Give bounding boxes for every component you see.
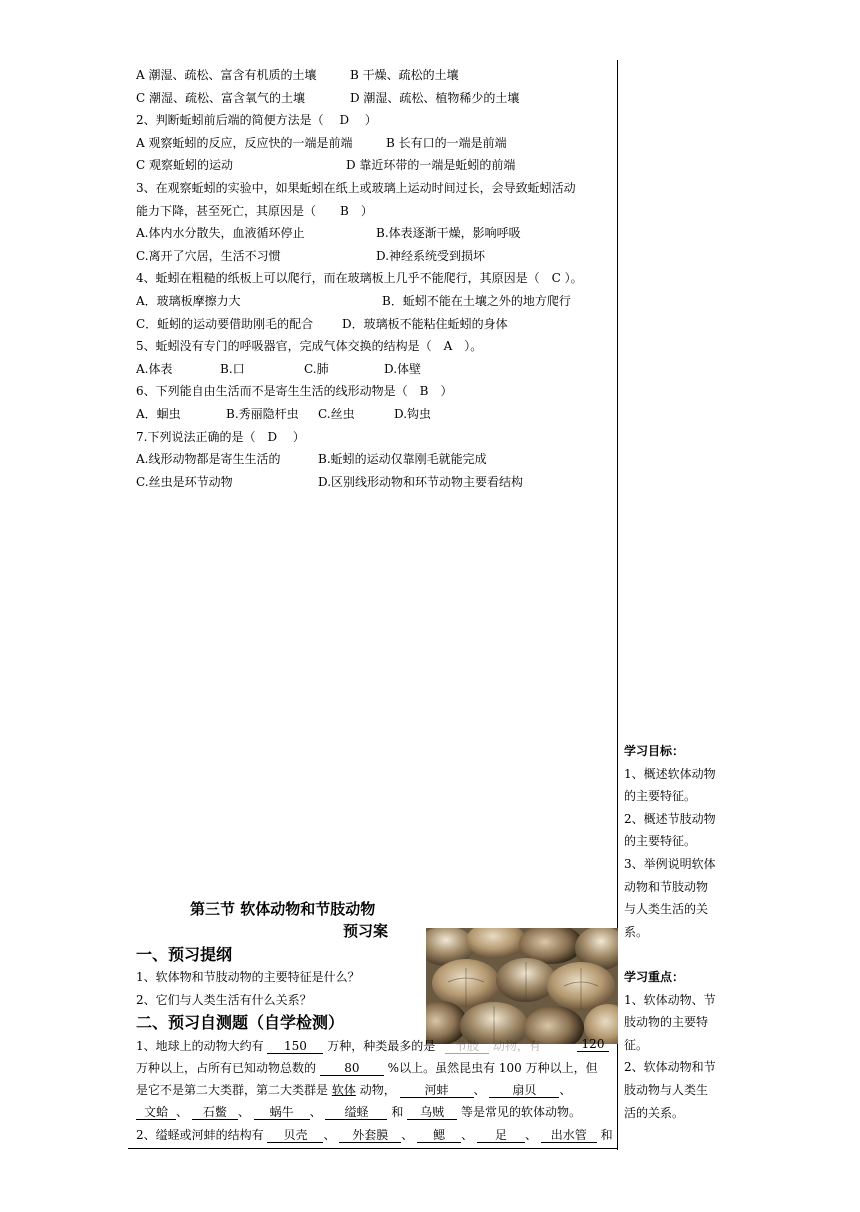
key-line: 1、软体动物、节 (624, 992, 716, 1007)
blank-hebang: 河蚌 (400, 1083, 474, 1098)
q-line: C 潮湿、疏松、富含氧气的土壤 D 潮湿、疏松、植物稀少的土壤 (136, 90, 520, 105)
q-line: A 观察蚯蚓的反应，反应快的一端是前端 B 长有口的一端是前端 (136, 135, 507, 150)
goal-line: 的主要特征。 (624, 789, 697, 804)
blank-waitaomo: 外套膜 (339, 1128, 401, 1143)
blank-beike: 贝壳 (267, 1128, 323, 1143)
q-line: C．蚯蚓的运动要借助刚毛的配合 D．玻璃板不能粘住蚯蚓的身体 (136, 316, 508, 331)
blank-zu: 足 (477, 1128, 525, 1143)
q-line: 4、蚯蚓在粗糙的纸板上可以爬行，而在玻璃板上几乎不能爬行，其原因是（ C ）。 (136, 271, 583, 286)
section-title: 第三节 软体动物和节肢动物 (190, 900, 376, 918)
goal-line: 与人类生活的关 (624, 902, 709, 917)
fill-line-5: 2、缢蛏或河蚌的结构有 贝壳 、 外套膜 、 鳃 、 足 、 出水管 和 (136, 1128, 613, 1142)
outline-heading: 一、预习提纲 (136, 945, 233, 964)
key-line: 肢动物的主要特 (624, 1015, 709, 1030)
q-line: A.体表 B.口 C.肺 D.体壁 (136, 361, 422, 376)
review-questions (136, 64, 614, 493)
q-line: 6、下列能自由生活而不是寄生生活的线形动物是（ B ） (136, 384, 453, 399)
fill-line-1: 1、地球上的动物大约有 150 万种，种类最多的是 (136, 1039, 436, 1053)
q-line: C.离开了穴居，生活不习惯 D.神经系统受到损坏 (136, 248, 486, 263)
q-line: A 潮湿、疏松、富含有机质的土壤 B 干燥、疏松的土壤 (136, 68, 459, 82)
goal-line: 的主要特征。 (624, 834, 697, 849)
fill-line-4: 文蛤 、 石鳖 、 蜗牛 、 缢蛏 和 乌贼 等是常见的软体动物。 (136, 1103, 581, 1120)
q-line: C 观察蚯蚓的运动 D 靠近环带的一端是蚯蚓的前端 (136, 158, 516, 173)
blank-150: 150 (267, 1039, 323, 1054)
q-line: A．玻璃板摩擦力大 B．蚯蚓不能在土壤之外的地方爬行 (136, 293, 571, 308)
q-line: 能力下降，甚至死亡，其原因是（ B ） (136, 203, 373, 218)
blank-80: 80 (320, 1061, 384, 1076)
blank-sai: 鳃 (417, 1128, 461, 1143)
q-line: 3、在观察蚯蚓的实验中，如果蚯蚓在纸上或玻璃上运动时间过长，会导致蚯蚓活动 (136, 180, 576, 195)
keys-heading: 学习重点： (624, 970, 685, 984)
q-line: A.线形动物都是寄生生活的 B.蚯蚓的运动仅靠刚毛就能完成 (136, 452, 487, 467)
q-line: 2、判断蚯蚓前后端的简便方法是（ D ） (136, 113, 377, 128)
blank-wenge: 文蛤 (136, 1105, 176, 1120)
fill-line-1-hidden: 节肢 动物，有 (445, 1037, 541, 1054)
goals-heading: 学习目标： (624, 744, 685, 758)
bottom-rule (128, 1148, 618, 1149)
outline-question-2: 2、它们与人类生活有什么关系？ (136, 993, 312, 1007)
clam-shells-photo (426, 928, 618, 1044)
q-line: A.体内水分散失，血液循环停止 B.体表逐渐干燥，影响呼吸 (136, 226, 521, 241)
q-line: 5、蚯蚓没有专门的呼吸器官，完成气体交换的结构是（ A ）。 (136, 339, 483, 354)
fill-line-1-end (577, 1037, 609, 1052)
blank-shibie: 石鳖 (192, 1105, 238, 1120)
blank-120: 120 (577, 1037, 609, 1052)
goal-line: 1、概述软体动物 (624, 766, 716, 781)
key-line: 征。 (624, 1037, 649, 1052)
blank-wuzei: 乌贼 (407, 1105, 457, 1120)
outline-question-1: 1、软体物和节肢动物的主要特征是什么？ (136, 970, 360, 984)
goal-line: 系。 (624, 924, 649, 939)
goal-line: 2、概述节肢动物 (624, 811, 716, 826)
blank-woniu: 蜗牛 (254, 1105, 310, 1120)
blank-shanbei: 扇贝 (489, 1083, 559, 1098)
learning-keys (624, 966, 728, 1124)
key-line: 2、软体动物和节 (624, 1060, 716, 1075)
section-subtitle: 预习案 (343, 922, 389, 940)
key-line: 活的关系。 (624, 1105, 685, 1120)
learning-goals (624, 740, 728, 943)
blank-chushuiguan: 出水管 (541, 1128, 597, 1143)
goal-line: 3、举例说明软体 (624, 856, 716, 871)
fill-line-2: 万种以上，占所有已知动物总数的 80 %以上。虽然昆虫有 100 万种以上，但 (136, 1061, 598, 1075)
key-line: 肢动物与人类生 (624, 1082, 709, 1097)
blank-yicheng: 缢蛏 (325, 1105, 387, 1120)
selftest-heading: 二、预习自测题（自学检测） (136, 1013, 345, 1032)
goal-line: 动物和节肢动物 (624, 879, 709, 894)
q-line: C.丝虫是环节动物 D.区别线形动物和环节动物主要看结构 (136, 474, 524, 489)
clam-shells-icon (426, 928, 618, 1044)
fill-line-3: 是它不是第二大类群，第二大类群是 软体 动物， 河蚌 、 扇贝 、 (136, 1083, 572, 1097)
q-line: 7.下列说法正确的是（ D ） (136, 429, 305, 444)
q-line: A．蛔虫 B.秀丽隐杆虫 C.丝虫 D.钩虫 (136, 406, 432, 421)
